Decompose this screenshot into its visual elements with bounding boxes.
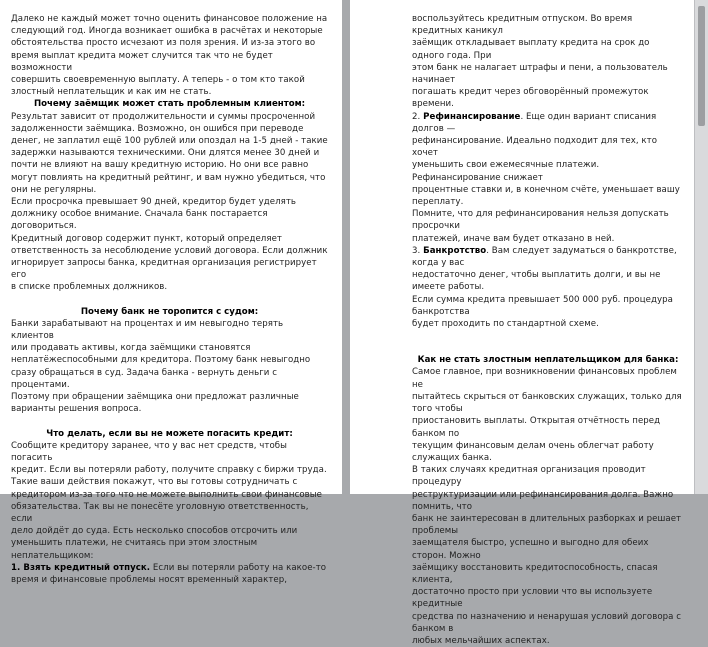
list-item-label: Банкротство [423, 245, 487, 256]
heading-how-not-to-become: Как не стать злостным неплательщиком для банка: [417, 355, 679, 366]
heading-bank-court: Почему банк не торопится с судом: [80, 306, 259, 317]
page-gap [342, 0, 350, 494]
document-page-left [0, 0, 342, 585]
paragraph-delay-types: Результат зависит от продолжительности и суммы просроченной задолженности заёмщика. Возможно, он ошибся при переводе денег, не заплатил ещё 100 рублей или опоздал на 1-5 дней - такие задержки называются техническими. Они длятся менее 30 дней и почти не влияют на вашу кредитную историю. Но они все равно могут повлиять на кредитный рейтинг, и вам нужно убедиться, что они не регулярны. [11, 111, 328, 195]
list-item-refinancing [412, 111, 684, 245]
list-item-label: 1. Взять кредитный отпуск. [11, 562, 151, 573]
paragraph-intro: Далеко не каждый может точно оценить финансовое положение на следующий год. Иногда возникает ошибка в расчётах и некоторые обстоятельства просто исчезают из поля зрения. И из-за этого во время выплат кредита может случится так что не будет возможности совершить своевременную выплату. А теперь - о том кто такой злостный неплательщик и как им не стать. [11, 14, 328, 98]
list-item-number: 2. [412, 111, 424, 122]
paragraph-credit-holiday-cont: воспользуйтесь кредитным отпуском. Во время кредитных каникул заёмщик откладывает выплату кредита на срок до одного года. При этом банк не налагает штрафы и пени, а пользователь начинает погашать кредит через обговорённый промежуток времени. [412, 14, 668, 110]
heading-problem-client: Почему заёмщик может стать проблемным клиентом: [33, 99, 306, 110]
paragraph-90-days: Если просрочка превышает 90 дней, кредитор будет уделять должнику особое внимание. Сначала банк постарается договориться. Кредитный договор содержит пункт, который определяет ответственность за несоблюдение условий договора. Если должник игнорирует запросы банка, кредитная организация регистрирует его в списке проблемных должников. [11, 197, 328, 293]
list-item-text: . Вам следует задуматься о банкротстве, когда у вас недостаточно денег, чтобы выплатить долги, и вы не имеете работы. Если сумма кредита превышает 500 000 руб. процедура банкротства будет проходить по стандартной схеме. [412, 245, 677, 330]
paragraph-main-advice: Самое главное, при возникновении финансовых проблем не пытайтесь скрыться от банковских служащих, только для того чтобы приостановить выплаты. Открытая отчётность перед банком по текущим финансовым делам очень облегчат работу служащих банка. В таких случаях кредитная организация проводит процедуру реструктуризации или рефинансирования долга. Важно помнить, что банк не заинтересован в длительных разборках и решает проблемы заемщателя быстро, успешно и выгодно для обеих сторон. Можно заёмщику восстановить кредитоспособность, спасая клиента, достаточно просто при условии что вы используете кредитные средства по назначению и ненарушая условий договора с банком в любых мельчайших аспектах. [412, 367, 682, 646]
list-item-label: Рефинансирование [423, 111, 521, 122]
document-page-right [350, 0, 694, 646]
heading-what-to-do: Что делать, если вы не можете погасить кредит: [46, 428, 293, 439]
vertical-scrollbar[interactable] [694, 0, 708, 494]
list-item-bankruptcy [412, 245, 684, 330]
paragraph-notify-creditor: Сообщите кредитору заранее, что у вас нет средств, чтобы погасить кредит. Если вы потеряли работу, получите справку с биржи труда. Такие ваши действия покажут, что вы готовы сотрудничать с кредитором из-за того что не можете выполнить свои финансовые обязательства. Так вы не понесёте уголовную ответственность, если дело дойдёт до суда. Есть несколько способов отсрочить или уменьшить платежи, не считаясь при этом злостным неплательщиком: [11, 440, 327, 561]
list-item-credit-holiday [11, 562, 328, 586]
paragraph-bank-interest: Банки зарабатывают на процентах и им невыгодно терять клиентов или продавать активы, когда заёмщики становятся неплатёжеспособными для кредитора. Поэтому банк невыгодно сразу обращаться в суд. Задача банка - вернуть деньги с процентами. Поэтому при обращении заёмщика они предложат различные варианты решения вопроса. [11, 318, 311, 415]
list-item-text: . Еще один вариант списания долгов — рефинансирование. Идеально подходит для тех, кто хочет уменьшить свои ежемесячные платежи. Рефинансирование снижает процентные ставки и, в конечном счёте, уменьшает вашу переплату. Помните, что для рефинансирования нельзя допускать просрочки платежей, иначе вам будет отказано в ней. [412, 111, 680, 244]
list-item-text: Если вы потеряли работу на какое-то время и финансовые проблемы носят временный характер, [11, 562, 327, 585]
scrollbar-thumb[interactable] [698, 6, 705, 126]
list-item-number: 3. [412, 245, 424, 256]
